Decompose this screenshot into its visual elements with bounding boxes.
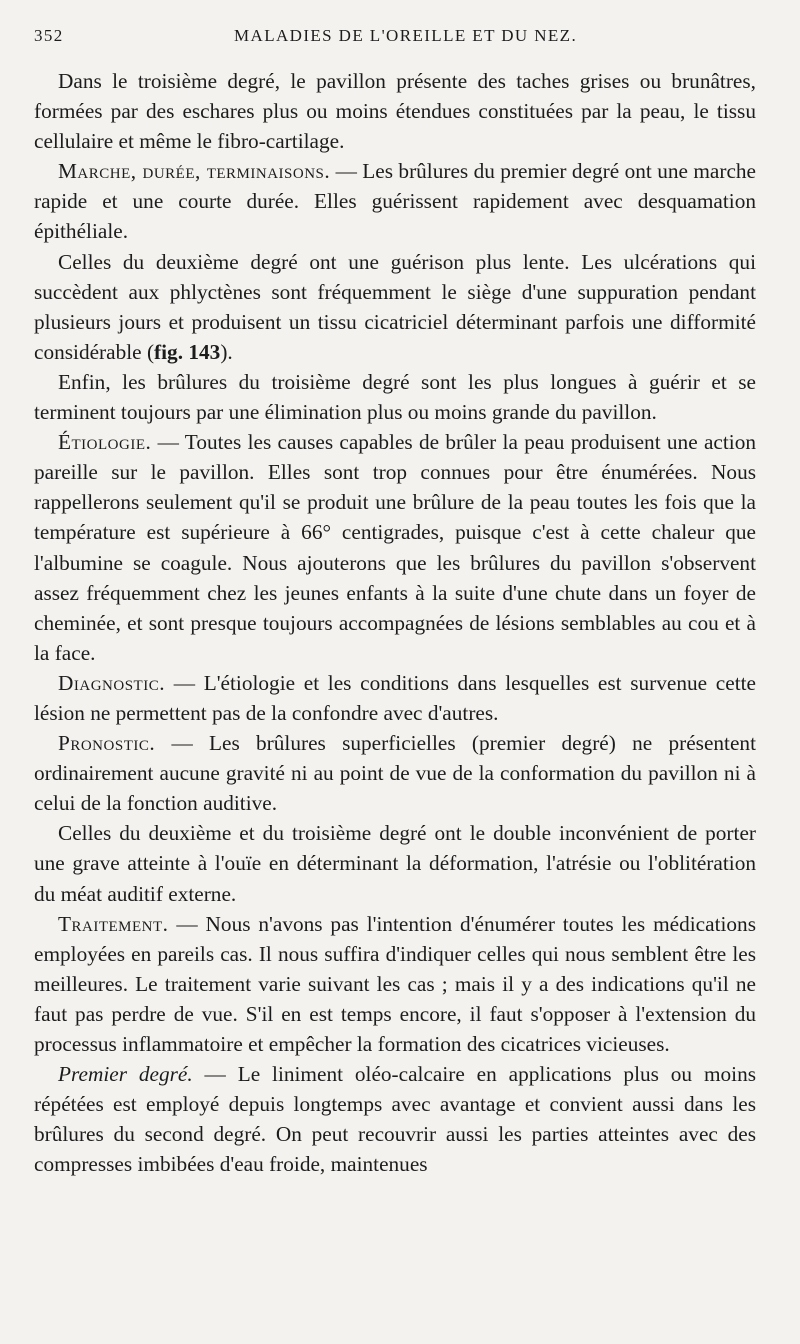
paragraph-diagnostic [34, 668, 756, 728]
paragraph-second-degree [34, 247, 756, 367]
figure-reference: fig. 143 [154, 339, 221, 364]
section-heading-pronostic: Pronostic. [58, 731, 156, 756]
paragraph-text: ). [220, 339, 233, 364]
paragraph-enfin [34, 367, 756, 427]
paragraph-text: Celles du deuxième et du troisième degré ont le double inconvénient de porter une grave atteinte à l'ouïe en déterminant la déformation, l'atrésie ou l'oblitération du méat auditif externe. [34, 821, 756, 906]
paragraph-text: — Le liniment oléo-calcaire en applications plus ou moins répétées est employé depuis longtemps avec avantage et convient aussi dans les brûlures du second degré. On peut recouvrir aussi les parties atteintes avec des compresses imbibées d'eau froide, maintenues [34, 1062, 757, 1177]
paragraph-text: — Nous n'avons pas l'intention d'énumérer toutes les médications employées en pareils cas. Il nous suffira d'indiquer celles qui nous semblent être les meilleures. Le traitement varie suivant les cas ; mais il y a des indications qu'il ne faut pas perdre de vue. S'il en est temps encore, il faut s'opposer à l'extension du processus inflammatoire et empêcher la formation des cicatrices vicieuses. [34, 911, 756, 1056]
paragraph-traitement [34, 909, 756, 1059]
paragraph-premier-degre [34, 1059, 756, 1179]
section-heading-diagnostic: Diagnostic. [58, 670, 166, 695]
paragraph-etiologie [34, 427, 756, 668]
paragraph-pronostic [34, 728, 756, 818]
section-heading-traitement: Traitement. [58, 911, 169, 936]
paragraph-text: Dans le troisième degré, le pavillon présente des taches grises ou brunâtres, formées par des eschares plus ou moins étendues constituées par la peau, le tissu cellulaire et même le fibro-cartilage. [34, 69, 756, 154]
paragraph-text: — Les brûlures superficielles (premier degré) ne présentent ordinairement aucune gravité ni au point de vue de la conformation du pavillon ni à celui de la fonction auditive. [34, 731, 756, 816]
body-text [34, 66, 756, 1179]
paragraph-third-degree [34, 66, 756, 156]
page-number: 352 [34, 26, 64, 45]
section-heading-etiologie: Étiologie. [58, 430, 152, 455]
subsection-heading-premier-degre: Premier degré. [58, 1062, 193, 1087]
paragraph-text: Enfin, les brûlures du troisième degré sont les plus longues à guérir et se terminent toujours par une élimination plus ou moins grande du pavillon. [34, 369, 756, 425]
page-header [34, 26, 756, 66]
paragraph-text: — Les brûlures du premier degré ont une marche rapide et une courte durée. Elles guérissent rapidement avec desquamation épithéliale. [34, 159, 756, 244]
paragraph-marche [34, 156, 756, 246]
running-title: MALADIES DE L'OREILLE ET DU NEZ. [234, 26, 578, 45]
paragraph-text: — Toutes les causes capables de brûler la peau produisent une action pareille sur le pavillon. Elles sont trop connues pour être énumérées. Nous rappellerons seulement qu'il se produit une brûlure de la peau toutes les fois que la température est supérieure à 66° centigrades, puisque c'est à cette chaleur que l'albumine se coagule. Nous ajouterons que les brûlures du pavillon s'observent assez fréquemment chez les jeunes enfants à la suite d'une chute dans un foyer de cheminée, et sont presque toujours accompagnées de lésions semblables au cou et à la face. [34, 430, 756, 665]
section-heading-marche: Marche, durée, terminaisons. [58, 159, 331, 184]
paragraph-text: Celles du deuxième degré ont une guérison plus lente. Les ulcérations qui succèdent aux phlyctènes sont fréquemment le siège d'une suppuration pendant plusieurs jours et produisent un tissu cicatriciel déterminant parfois une difformité considérable ( [34, 249, 756, 364]
paragraph-text: — L'étiologie et les conditions dans lesquelles est survenue cette lésion ne permettent pas de la confondre avec d'autres. [34, 670, 756, 725]
paragraph-celles [34, 818, 756, 908]
